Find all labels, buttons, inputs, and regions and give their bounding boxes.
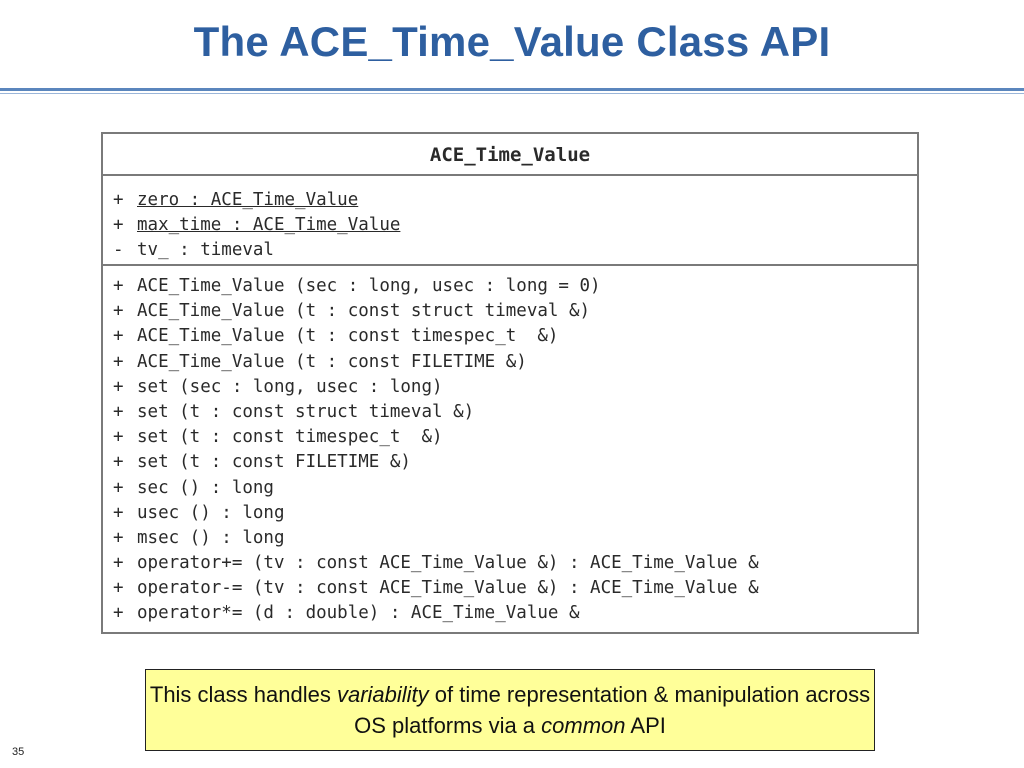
operation-row: [113, 576, 917, 601]
visibility-marker: +: [113, 401, 124, 422]
visibility-marker: +: [113, 351, 124, 372]
note-text: of time representation & manipulation across OS platforms via a: [354, 682, 871, 738]
operation-row: [113, 450, 917, 475]
title-divider: [0, 88, 1024, 91]
attribute-row: [113, 213, 917, 238]
operation-row: [113, 299, 917, 324]
visibility-marker: +: [113, 190, 124, 210]
operation-row: [113, 601, 917, 626]
note-text: This class handles: [149, 682, 337, 707]
operation-signature: set (sec : long, usec : long): [137, 376, 443, 397]
visibility-marker: +: [113, 527, 124, 548]
uml-operations-compartment: [103, 266, 917, 627]
visibility-marker: +: [113, 477, 124, 498]
operation-signature: sec () : long: [137, 477, 274, 498]
operation-signature: set (t : const timespec_t &): [137, 427, 443, 448]
operation-signature: set (t : const struct timeval &): [137, 401, 475, 422]
operation-signature: operator+= (tv : const ACE_Time_Value &) : ACE_Time_Value &: [137, 553, 759, 574]
visibility-marker: +: [113, 603, 124, 624]
operation-row: [113, 324, 917, 349]
visibility-marker: +: [113, 376, 124, 397]
operation-signature: msec () : long: [137, 527, 285, 548]
uml-attributes-compartment: [103, 176, 917, 266]
visibility-marker: +: [113, 215, 124, 236]
operation-signature: operator*= (d : double) : ACE_Time_Value &: [137, 603, 580, 624]
operation-row: [113, 274, 917, 299]
operation-signature: operator-= (tv : const ACE_Time_Value &) : ACE_Time_Value &: [137, 578, 759, 599]
operation-row: [113, 526, 917, 551]
slide-title: The ACE_Time_Value Class API: [193, 18, 831, 65]
operation-signature: ACE_Time_Value (sec : long, usec : long = 0): [137, 276, 601, 296]
operation-signature: ACE_Time_Value (t : const FILETIME &): [137, 351, 527, 372]
operation-row: [113, 476, 917, 501]
uml-class-name: ACE_Time_Value: [103, 134, 917, 176]
operation-signature: set (t : const FILETIME &): [137, 452, 411, 473]
operation-row: [113, 400, 917, 425]
visibility-marker: +: [113, 326, 124, 347]
operation-row: [113, 350, 917, 375]
title-divider-thin: [0, 93, 1024, 94]
page-number: 35: [12, 746, 25, 758]
visibility-marker: +: [113, 578, 124, 599]
visibility-marker: +: [113, 452, 124, 473]
note-text: API: [625, 713, 666, 738]
attribute-row: [113, 188, 917, 213]
visibility-marker: +: [113, 502, 124, 523]
note-emphasis-variability: variability: [336, 682, 429, 707]
attribute-signature: tv_ : timeval: [137, 240, 274, 261]
visibility-marker: +: [113, 276, 124, 296]
operation-signature: ACE_Time_Value (t : const struct timeval &): [137, 301, 591, 322]
visibility-marker: +: [113, 301, 124, 322]
note-emphasis-common: common: [541, 713, 626, 738]
attribute-signature: zero : ACE_Time_Value: [137, 190, 359, 210]
uml-class-box: [101, 132, 919, 634]
operation-signature: usec () : long: [137, 502, 285, 523]
attribute-row: [113, 238, 917, 263]
visibility-marker: +: [113, 427, 124, 448]
operation-row: [113, 551, 917, 576]
operation-signature: ACE_Time_Value (t : const timespec_t &): [137, 326, 559, 347]
operation-row: [113, 501, 917, 526]
visibility-marker: +: [113, 553, 124, 574]
callout-note: [145, 669, 875, 751]
operation-row: [113, 425, 917, 450]
operation-row: [113, 375, 917, 400]
visibility-marker: -: [113, 240, 124, 261]
attribute-signature: max_time : ACE_Time_Value: [137, 215, 401, 236]
